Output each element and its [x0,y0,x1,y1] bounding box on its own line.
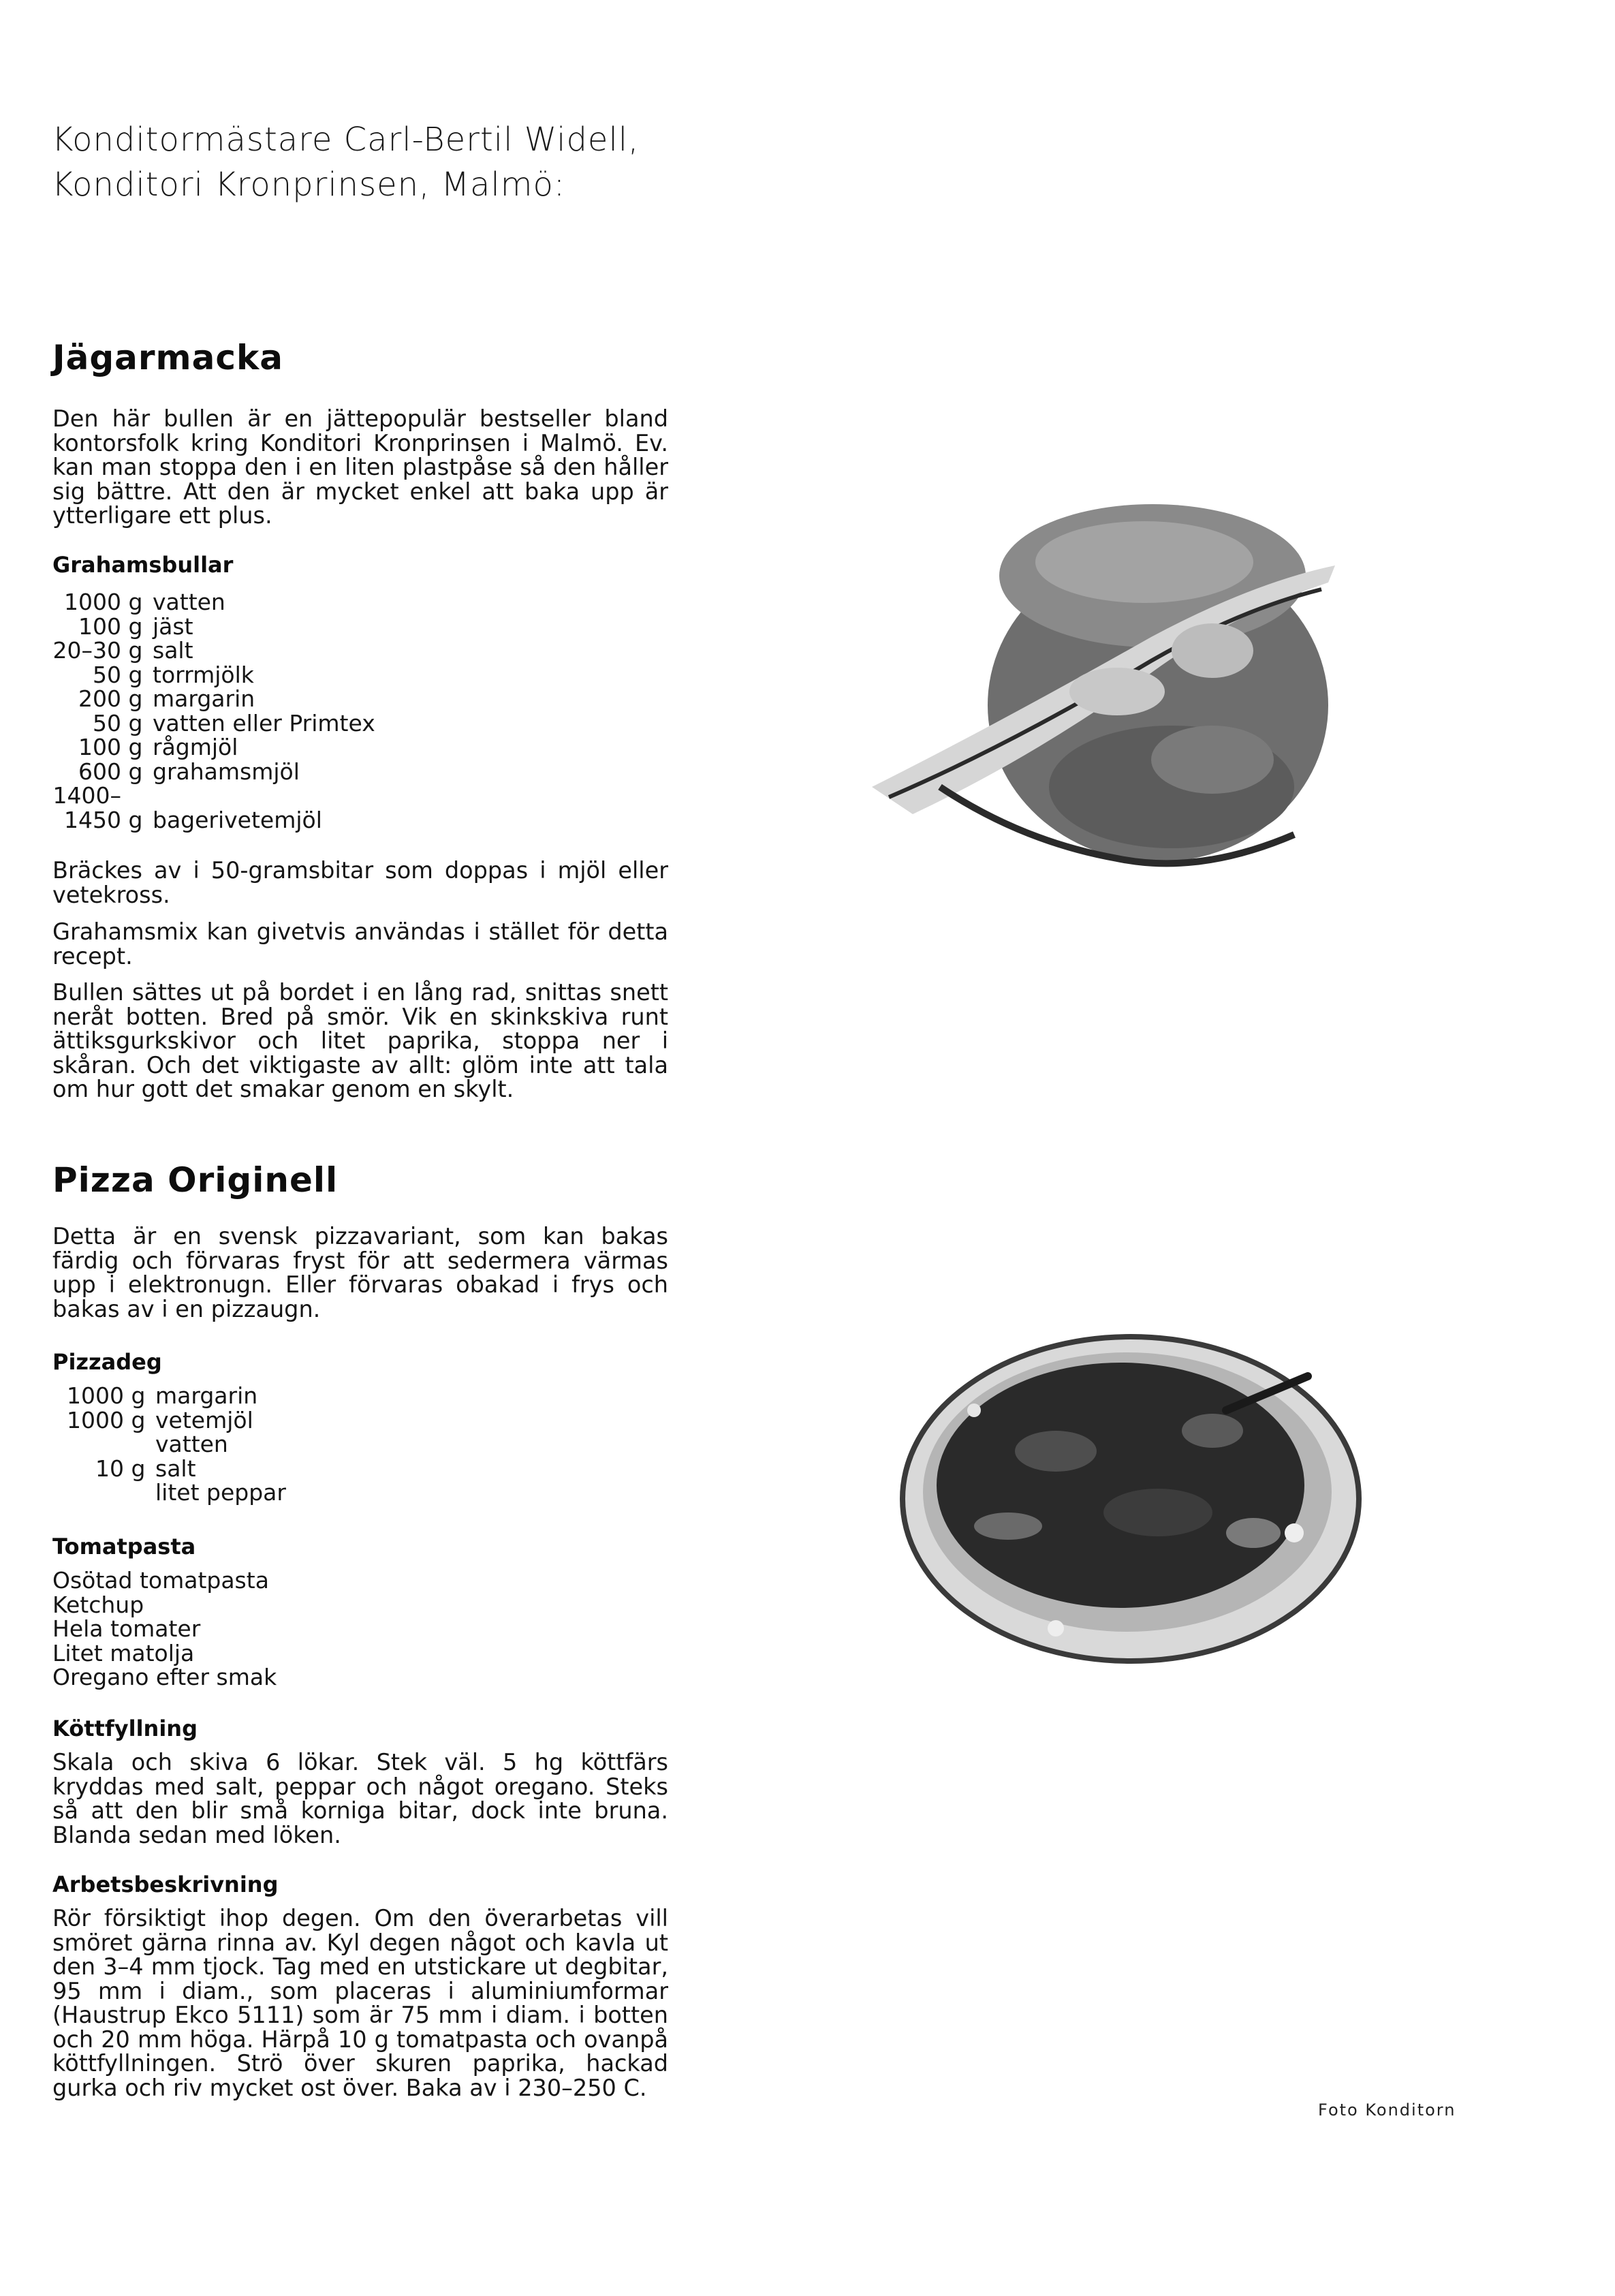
ingredient-qty: 1000 [67,1382,124,1409]
tomatpasta-list [52,1568,277,1690]
ingredient-row [50,687,375,711]
ingredient-row [50,735,375,760]
jagarmacka-intro: Den här bullen är en jättepopulär bestseller bland kontorsfolk kring Konditori Kronprinsen i Malmö. Ev. kan man stoppa den i en liten plastpåse så den håller sig bättre. Att den är mycket enkel att baka upp är ytterligare ett plus. [52,405,668,529]
arbetsbeskrivning-text: Rör försiktigt ihop degen. Om den överarbetas vill smöret gärna rinna av. Kyl degen något och kavla ut den 3–4 mm tjock. Tag med en utstickare ut degbitar, 95 mm i diam., som placeras i aluminiumformar (Haustrup Ekco 5111) som är 75 mm i diam. i botten och 20 mm höga. Härpå 10 g tomatpasta och ovanpå köttfyllningen. Strö över skuren paprika, hackad gurka och riv mycket ost över. Baka av i 230–250 C. [52,1905,668,2101]
tomatpasta-item: Oregano efter smak [52,1664,277,1690]
ingredient-name: rågmjöl [153,734,238,760]
ingredient-qty: 100 [78,734,121,760]
ingredient-qty: 50 [93,661,121,688]
ingredient-name: salt [155,1455,196,1482]
ingredient-name: bagerivetemjöl [153,806,322,833]
pizzadeg-ingredients [52,1384,286,1505]
ingredient-name: grahamsmjöl [153,758,300,785]
jagarmacka-step-2: Grahamsmix kan givetvis användas i stället för detta recept. [52,918,668,969]
ingredient-qty: 20–30 [52,637,121,664]
ingredient-row [50,784,375,808]
ingredient-unit: g [128,637,143,664]
photo-credit: Foto Konditorn [1318,2100,1456,2120]
kottfyllning-text: Skala och skiva 6 lökar. Stek väl. 5 hg köttfärs kryddas med salt, peppar och något oregano. Steks så att den blir små korniga bitar, dock inte bruna. Blanda sedan med löken. [52,1749,668,1848]
kottfyllning-heading: Köttfyllning [52,1716,198,1741]
recipe-title-pizza: Pizza Originell [52,1160,339,1200]
ingredient-name: vetemjöl [155,1406,253,1433]
ingredient-qty: 50 [93,709,121,736]
ingredient-qty: 100 [78,612,121,640]
jagarmacka-step-3: Bullen sättes ut på bordet i en lång rad, snittas snett neråt botten. Bred på smör. Vik en skinkskiva runt ättiksgurkskivor och litet paprika, stoppa ner i skåran. Och det viktigaste av allt: glöm inte att tala om hur gott det smakar genom en skylt. [52,979,668,1102]
tomatpasta-item: Osötad tomatpasta [52,1567,269,1594]
ingredient-row [50,638,375,663]
ingredient-unit: g [131,1455,146,1482]
ingredient-row [52,1432,286,1457]
ingredient-name: vatten [153,589,225,615]
ingredient-name: vatten eller Primtex [153,709,375,736]
ingredient-unit: g [128,589,143,615]
ingredient-unit: g [131,1382,146,1409]
ingredient-unit: g [131,1406,146,1433]
ingredient-unit: g [128,685,143,712]
pizza-photo [736,1206,1471,1819]
ingredient-qty [52,1432,124,1457]
ingredient-unit: g [128,758,143,785]
ingredient-row [50,808,375,833]
ingredient-unit: g [128,612,143,640]
ingredient-name: margarin [153,685,255,712]
jagarmacka-photo [736,405,1471,964]
pizza-intro: Detta är en svensk pizzavariant, som kan bakas färdig och förvaras fryst för att sedermera värmas upp i elektronugn. Eller förvaras obakad i frys och bakas av i en pizzaugn. [52,1223,668,1322]
ingredient-name: torrmjölk [153,661,254,688]
ingredient-row [52,1457,286,1481]
ingredient-row [52,1480,286,1505]
ingredient-qty: 1400– [52,782,121,809]
ingredient-qty: 200 [78,685,121,712]
ingredient-name: jäst [153,612,193,640]
ingredient-unit: g [128,709,143,736]
grahamsbullar-ingredients [50,590,375,832]
author-bakery: Konditori Kronprinsen, Malmö: [52,166,566,204]
ingredient-row [50,590,375,615]
ingredient-row [50,663,375,687]
arbetsbeskrivning-heading: Arbetsbeskrivning [52,1872,279,1897]
tomatpasta-item: Ketchup [52,1591,144,1618]
ingredient-qty [52,1480,124,1505]
ingredient-qty: 10 [95,1455,124,1482]
ingredient-row [50,612,375,640]
ingredient-qty: 600 [78,758,121,785]
ingredient-unit [124,1480,153,1505]
ingredient-row [50,711,375,736]
jagarmacka-step-1: Bräckes av i 50-gramsbitar som doppas i mjöl eller vetekross. [52,857,668,908]
tomatpasta-item: Litet matolja [52,1639,195,1666]
ingredient-name: margarin [155,1382,258,1409]
ingredient-name: salt [153,637,193,664]
ingredient-unit: g [128,734,143,760]
ingredient-row [50,760,375,784]
pizzadeg-heading: Pizzadeg [52,1349,162,1375]
ingredient-name: litet peppar [155,1479,286,1506]
ingredient-qty: 1000 [67,1406,124,1433]
ingredient-name [150,784,153,808]
tomatpasta-heading: Tomatpasta [52,1534,196,1560]
ingredient-name: vatten [155,1431,228,1457]
tomatpasta-item: Hela tomater [52,1615,201,1642]
ingredient-unit: g [128,806,143,833]
ingredient-qty: 1450 [64,806,121,833]
ingredient-row [52,1384,286,1408]
author-name: Konditormästare Carl-Bertil Widell, [52,121,640,159]
ingredient-row [52,1408,286,1433]
recipe-title-jagarmacka: Jägarmacka [52,338,284,377]
ingredient-unit [124,1432,153,1457]
ingredient-unit: g [128,661,143,688]
ingredient-qty: 1000 [64,589,121,615]
grahamsbullar-heading: Grahamsbullar [52,552,234,578]
ingredient-unit [121,784,150,808]
author-block [52,117,639,207]
